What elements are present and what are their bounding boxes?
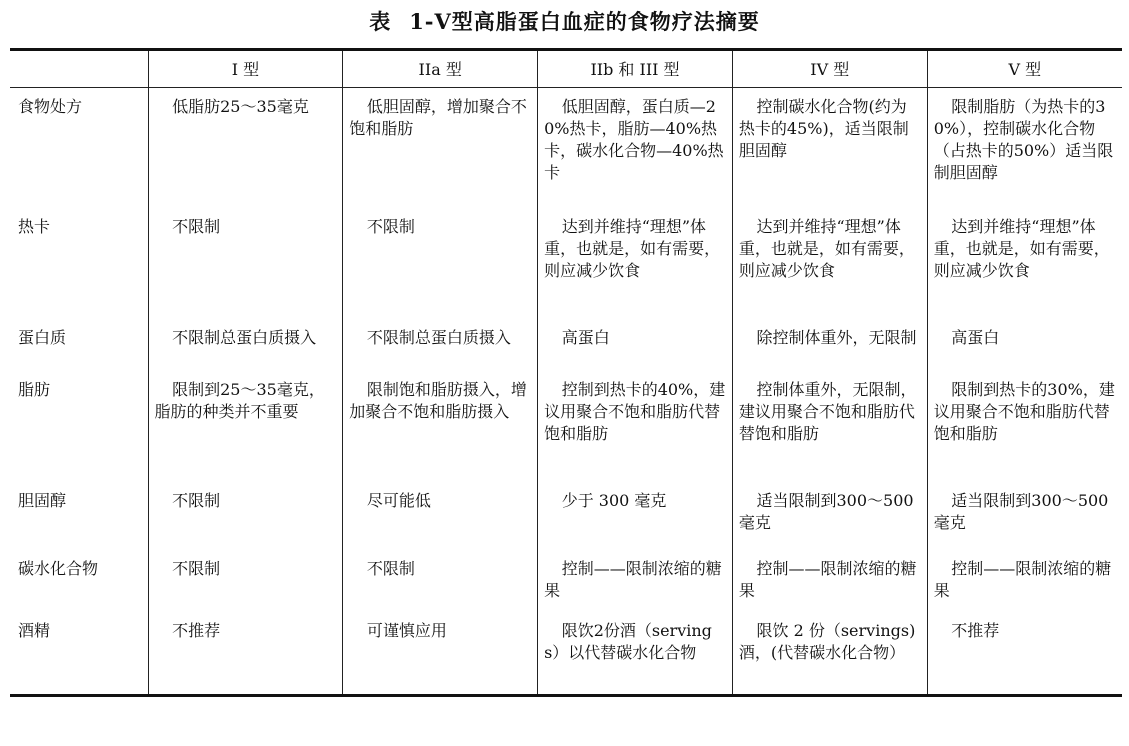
table-cell: 不推荐 <box>927 612 1122 696</box>
table-cell: 不限制总蛋白质摄入 <box>343 319 538 371</box>
row-category: 脂肪 <box>10 371 148 482</box>
table-title-label: 表 <box>369 9 392 34</box>
table-cell: 低胆固醇，增加聚合不饱和脂肪 <box>343 88 538 208</box>
table-cell: 高蛋白 <box>927 319 1122 371</box>
table-cell: 高蛋白 <box>538 319 733 371</box>
table-cell: 低胆固醇，蛋白质—20%热卡，脂肪—40%热卡，碳水化合物—40%热卡 <box>538 88 733 208</box>
table-cell: 控制碳水化合物(约为热卡的45%)，适当限制胆固醇 <box>732 88 927 208</box>
table-cell: 不推荐 <box>148 612 343 696</box>
table-cell: 控制——限制浓缩的糖果 <box>927 550 1122 612</box>
header-type-iib-iii: IIb 和 III 型 <box>538 50 733 88</box>
table-cell: 除控制体重外，无限制 <box>732 319 927 371</box>
row-category: 碳水化合物 <box>10 550 148 612</box>
table-row <box>10 482 1122 550</box>
diet-therapy-table <box>10 48 1122 697</box>
table-row <box>10 208 1122 319</box>
table-cell: 适当限制到300～500毫克 <box>927 482 1122 550</box>
table-cell: 控制——限制浓缩的糖果 <box>732 550 927 612</box>
table-cell: 不限制总蛋白质摄入 <box>148 319 343 371</box>
table-row <box>10 371 1122 482</box>
table-cell: 控制体重外，无限制，建议用聚合不饱和脂肪代替饱和脂肪 <box>732 371 927 482</box>
table-cell: 不限制 <box>148 482 343 550</box>
table-cell: 控制——限制浓缩的糖果 <box>538 550 733 612</box>
header-type-iv: IV 型 <box>732 50 927 88</box>
table-cell: 限制到25～35毫克，脂肪的种类并不重要 <box>148 371 343 482</box>
table-cell: 少于 300 毫克 <box>538 482 733 550</box>
row-category: 胆固醇 <box>10 482 148 550</box>
table-cell: 限饮 2 份（servings)酒，(代替碳水化合物） <box>732 612 927 696</box>
row-category: 食物处方 <box>10 88 148 208</box>
table-cell: 限饮2份酒（servings）以代替碳水化合物 <box>538 612 733 696</box>
table-cell: 不限制 <box>343 208 538 319</box>
table-cell: 不限制 <box>148 208 343 319</box>
table-cell: 控制到热卡的40%，建议用聚合不饱和脂肪代替饱和脂肪 <box>538 371 733 482</box>
header-corner <box>10 50 148 88</box>
table-title <box>0 6 1129 36</box>
header-row <box>10 50 1122 88</box>
row-category: 蛋白质 <box>10 319 148 371</box>
table-cell: 适当限制到300～500毫克 <box>732 482 927 550</box>
header-type-v: V 型 <box>927 50 1122 88</box>
table-cell: 限制到热卡的30%，建议用聚合不饱和脂肪代替饱和脂肪 <box>927 371 1122 482</box>
table-row <box>10 550 1122 612</box>
table-cell: 限制脂肪（为热卡的30%），控制碳水化合物（占热卡的50%）适当限制胆固醇 <box>927 88 1122 208</box>
table-title-text: 1-V型高脂蛋白血症的食物疗法摘要 <box>409 9 760 34</box>
table-row <box>10 319 1122 371</box>
header-type-i: I 型 <box>148 50 343 88</box>
table-cell: 不限制 <box>343 550 538 612</box>
header-type-iia: IIa 型 <box>343 50 538 88</box>
table-cell: 尽可能低 <box>343 482 538 550</box>
table-cell: 低脂肪25～35毫克 <box>148 88 343 208</box>
table-cell: 可谨慎应用 <box>343 612 538 696</box>
row-category: 热卡 <box>10 208 148 319</box>
table-row <box>10 88 1122 208</box>
table-cell: 达到并维持“理想”体重，也就是，如有需要，则应减少饮食 <box>732 208 927 319</box>
table-cell: 达到并维持“理想”体重，也就是，如有需要，则应减少饮食 <box>538 208 733 319</box>
table-cell: 达到并维持“理想”体重，也就是，如有需要，则应减少饮食 <box>927 208 1122 319</box>
table-row <box>10 612 1122 696</box>
table-cell: 限制饱和脂肪摄入，增加聚合不饱和脂肪摄入 <box>343 371 538 482</box>
row-category: 酒精 <box>10 612 148 696</box>
table-cell: 不限制 <box>148 550 343 612</box>
